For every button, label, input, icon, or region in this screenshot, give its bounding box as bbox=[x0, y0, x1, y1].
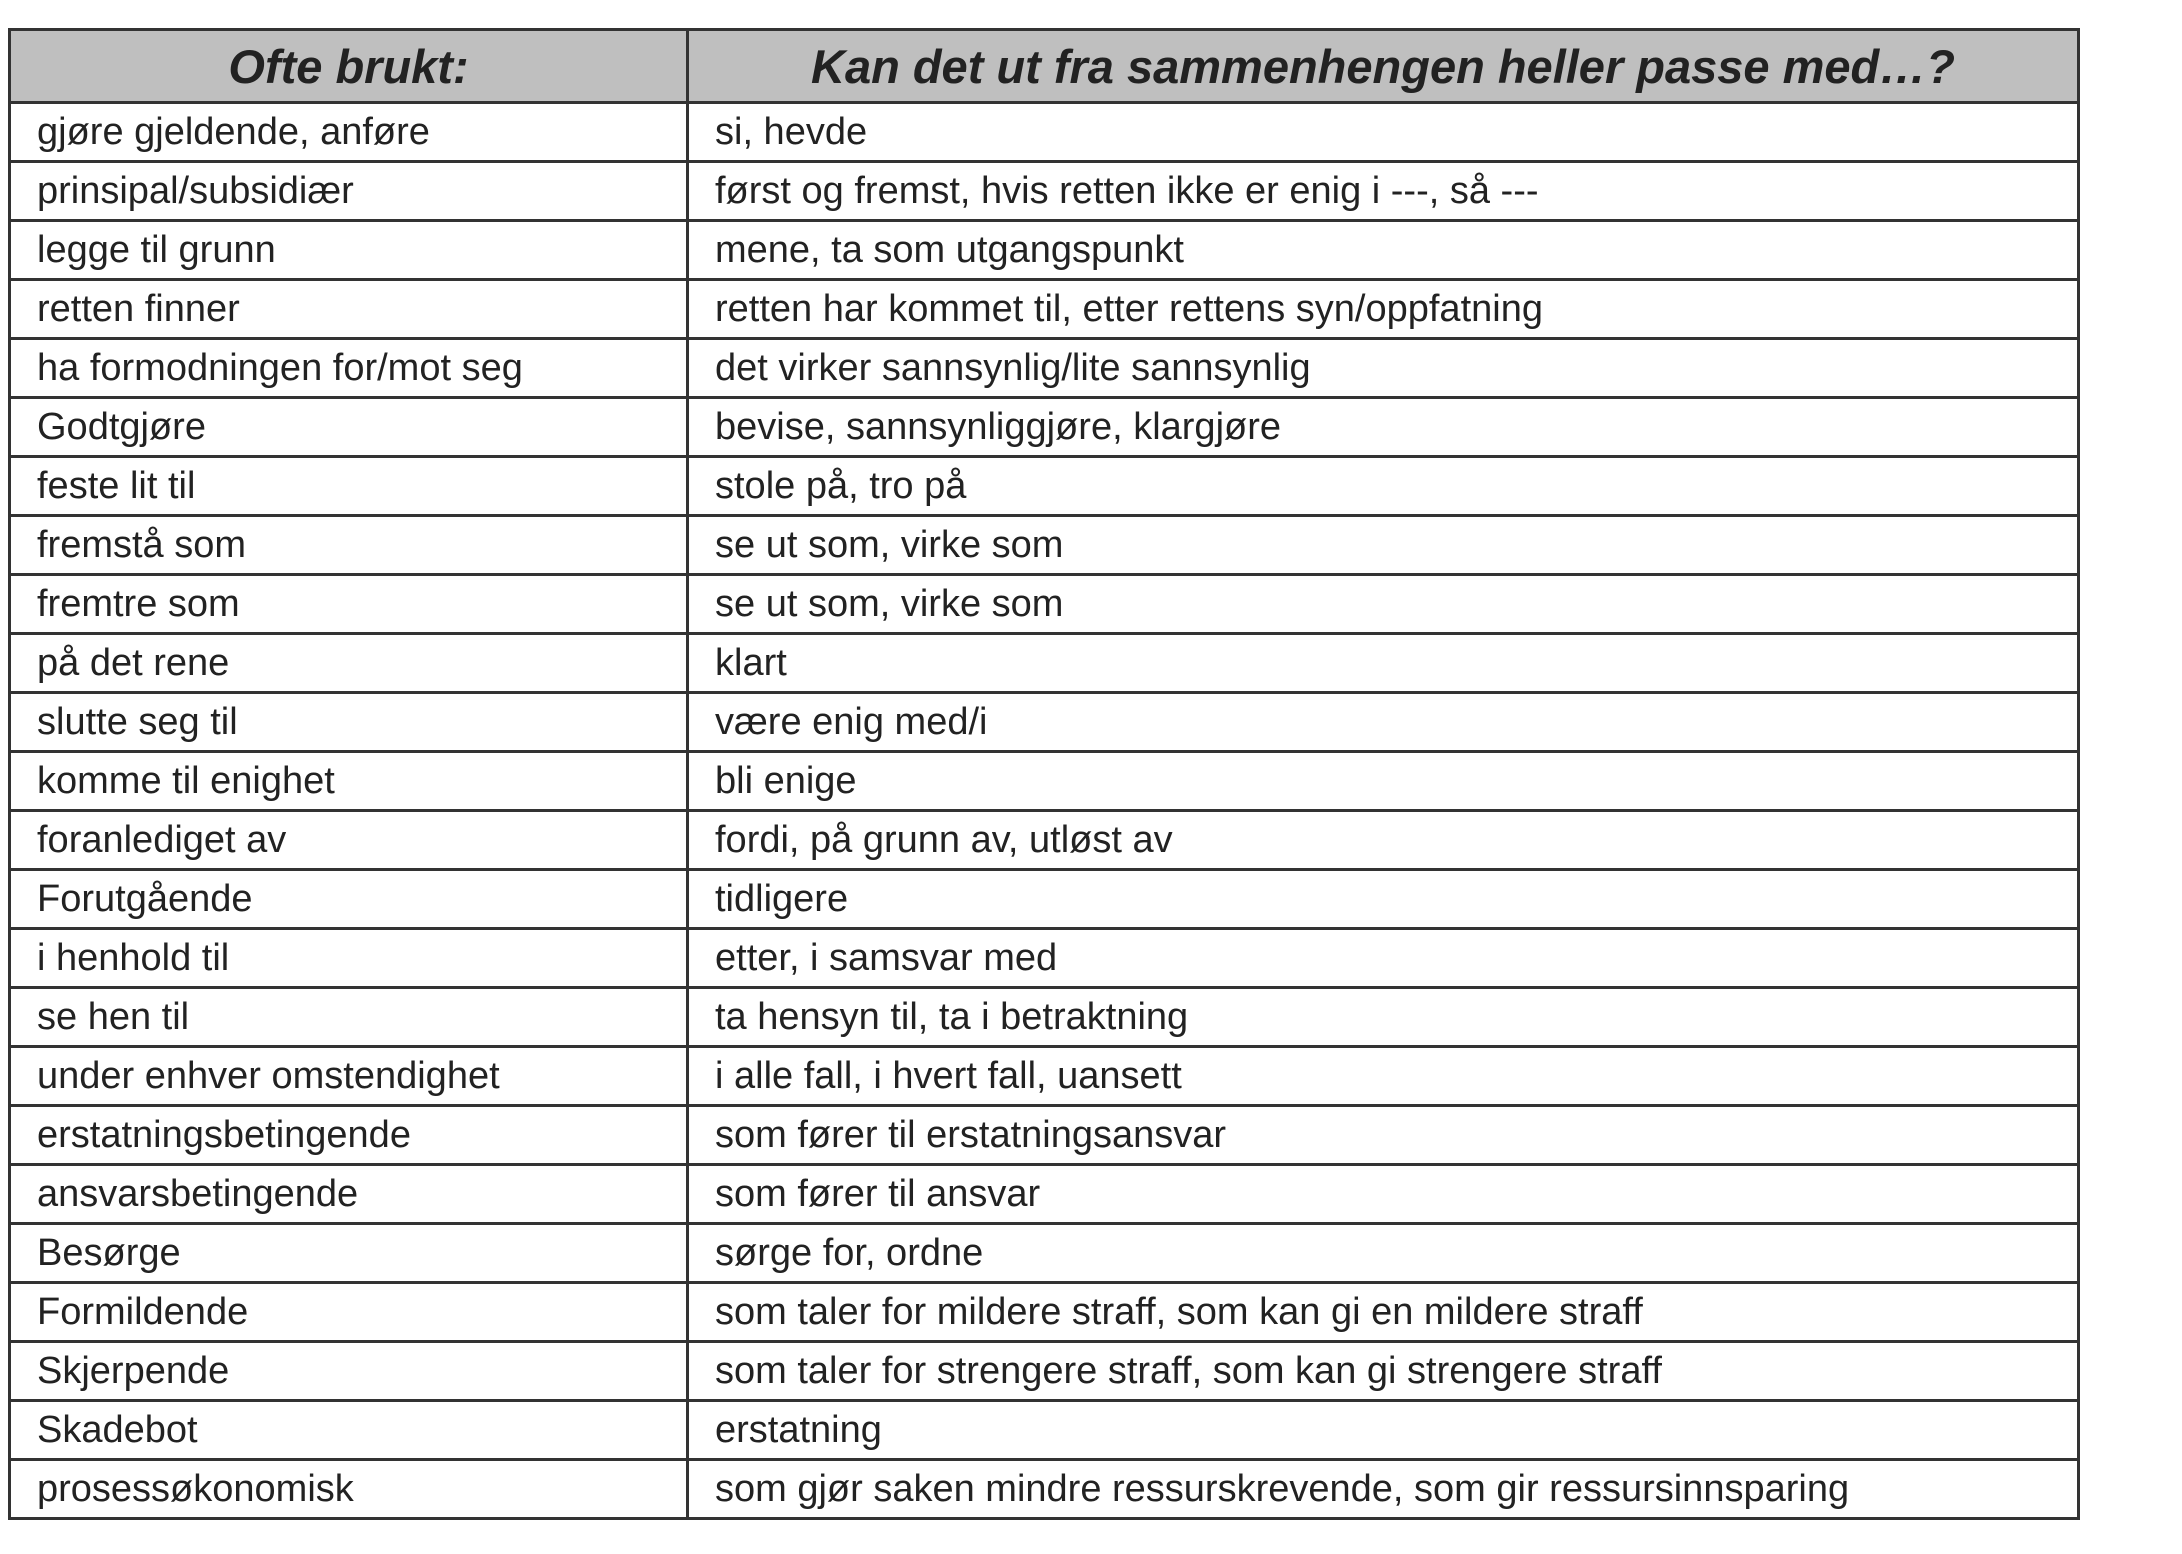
table-row bbox=[10, 1106, 2079, 1165]
term-cell: legge til grunn bbox=[10, 221, 688, 280]
alternative-cell: se ut som, virke som bbox=[688, 575, 2079, 634]
alternative-cell: fordi, på grunn av, utløst av bbox=[688, 811, 2079, 870]
table-row bbox=[10, 162, 2079, 221]
table-row bbox=[10, 870, 2079, 929]
term-cell: ha formodningen for/mot seg bbox=[10, 339, 688, 398]
alternative-cell: det virker sannsynlig/lite sannsynlig bbox=[688, 339, 2079, 398]
alternative-cell: tidligere bbox=[688, 870, 2079, 929]
table-row bbox=[10, 693, 2079, 752]
term-cell: Skadebot bbox=[10, 1401, 688, 1460]
table-row bbox=[10, 634, 2079, 693]
alternative-cell: være enig med/i bbox=[688, 693, 2079, 752]
term-cell: Formildende bbox=[10, 1283, 688, 1342]
term-cell: gjøre gjeldende, anføre bbox=[10, 103, 688, 162]
table-row bbox=[10, 575, 2079, 634]
term-cell: prosessøkonomisk bbox=[10, 1460, 688, 1519]
table-row bbox=[10, 516, 2079, 575]
alternative-cell: i alle fall, i hvert fall, uansett bbox=[688, 1047, 2079, 1106]
table-row bbox=[10, 339, 2079, 398]
term-cell: Forutgående bbox=[10, 870, 688, 929]
alternative-cell: bli enige bbox=[688, 752, 2079, 811]
alternative-cell: mene, ta som utgangspunkt bbox=[688, 221, 2079, 280]
term-cell: se hen til bbox=[10, 988, 688, 1047]
term-cell: under enhver omstendighet bbox=[10, 1047, 688, 1106]
term-cell: slutte seg til bbox=[10, 693, 688, 752]
alternative-cell: sørge for, ordne bbox=[688, 1224, 2079, 1283]
table-row bbox=[10, 1460, 2079, 1519]
table-row bbox=[10, 929, 2079, 988]
alternative-cell: ta hensyn til, ta i betraktning bbox=[688, 988, 2079, 1047]
alternative-cell: bevise, sannsynliggjøre, klargjøre bbox=[688, 398, 2079, 457]
term-cell: ansvarsbetingende bbox=[10, 1165, 688, 1224]
table-row bbox=[10, 457, 2079, 516]
term-cell: feste lit til bbox=[10, 457, 688, 516]
table-row bbox=[10, 1224, 2079, 1283]
table-row bbox=[10, 988, 2079, 1047]
alternative-cell: erstatning bbox=[688, 1401, 2079, 1460]
alternative-cell: som gjør saken mindre ressurskrevende, som gir ressursinnsparing bbox=[688, 1460, 2079, 1519]
term-cell: erstatningsbetingende bbox=[10, 1106, 688, 1165]
table-row bbox=[10, 1342, 2079, 1401]
word-list-table bbox=[8, 28, 2080, 1520]
alternative-cell: som taler for strengere straff, som kan gi strengere straff bbox=[688, 1342, 2079, 1401]
table-row bbox=[10, 280, 2079, 339]
table-body bbox=[10, 103, 2079, 1519]
term-cell: på det rene bbox=[10, 634, 688, 693]
alternative-cell: først og fremst, hvis retten ikke er enig i ---, så --- bbox=[688, 162, 2079, 221]
table-row bbox=[10, 811, 2079, 870]
table-row bbox=[10, 1283, 2079, 1342]
table-header-row bbox=[10, 30, 2079, 103]
term-cell: fremstå som bbox=[10, 516, 688, 575]
table-row bbox=[10, 752, 2079, 811]
term-cell: retten finner bbox=[10, 280, 688, 339]
term-cell: Besørge bbox=[10, 1224, 688, 1283]
alternative-cell: klart bbox=[688, 634, 2079, 693]
term-cell: foranlediget av bbox=[10, 811, 688, 870]
term-cell: Godtgjøre bbox=[10, 398, 688, 457]
table-row bbox=[10, 398, 2079, 457]
term-cell: komme til enighet bbox=[10, 752, 688, 811]
term-cell: Skjerpende bbox=[10, 1342, 688, 1401]
term-cell: i henhold til bbox=[10, 929, 688, 988]
alternative-cell: se ut som, virke som bbox=[688, 516, 2079, 575]
term-cell: prinsipal/subsidiær bbox=[10, 162, 688, 221]
table-row bbox=[10, 221, 2079, 280]
header-often-used: Ofte brukt: bbox=[10, 30, 688, 103]
alternative-cell: etter, i samsvar med bbox=[688, 929, 2079, 988]
alternative-cell: som taler for mildere straff, som kan gi en mildere straff bbox=[688, 1283, 2079, 1342]
alternative-cell: stole på, tro på bbox=[688, 457, 2079, 516]
alternative-cell: som fører til erstatningsansvar bbox=[688, 1106, 2079, 1165]
table-row bbox=[10, 1165, 2079, 1224]
table-row bbox=[10, 1401, 2079, 1460]
term-cell: fremtre som bbox=[10, 575, 688, 634]
alternative-cell: si, hevde bbox=[688, 103, 2079, 162]
alternative-cell: som fører til ansvar bbox=[688, 1165, 2079, 1224]
alternative-cell: retten har kommet til, etter rettens syn/oppfatning bbox=[688, 280, 2079, 339]
table-row bbox=[10, 103, 2079, 162]
table-row bbox=[10, 1047, 2079, 1106]
header-alternatives: Kan det ut fra sammenhengen heller passe med…? bbox=[688, 30, 2079, 103]
